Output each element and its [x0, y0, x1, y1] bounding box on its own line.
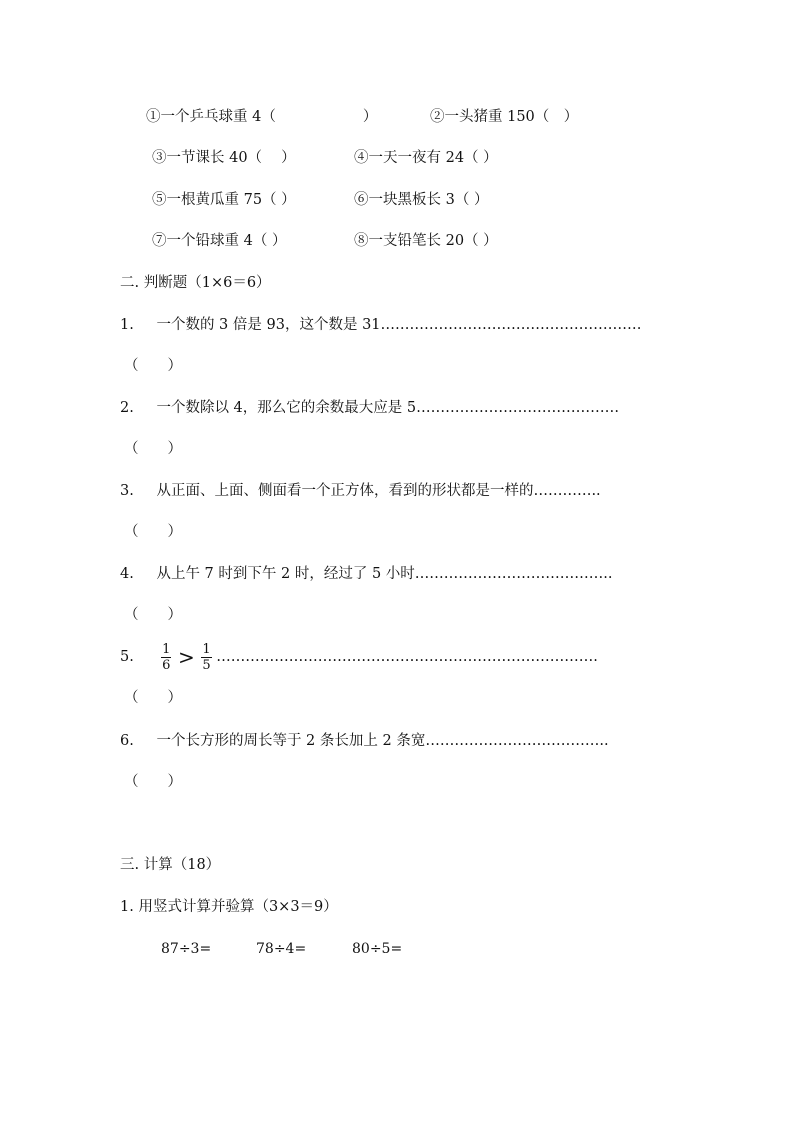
fraction-left	[161, 642, 171, 673]
item-number: 1.	[120, 317, 134, 333]
unit-item-1: ①一个乒乓球重 4（ ）	[146, 109, 378, 125]
item-text: 从上午 7 时到下午 2 时，经过了 5 小时…………………………………..	[156, 566, 613, 582]
leader-dots: …………………………………………………………………….	[216, 649, 598, 665]
judge-item-3	[120, 482, 601, 500]
item-number: 4.	[120, 566, 134, 582]
calc-subtitle: 1. 用竖式计算并验算（3×3＝9）	[120, 899, 338, 915]
unit-item-2: ②一头猪重 150（ ）	[430, 109, 579, 125]
calc-problem-3: 80÷5=	[352, 941, 403, 957]
section-title-judge: 二. 判断题（1×6＝6）	[120, 275, 271, 291]
item-text: 一个数除以 4，那么它的余数最大应是 5……………………………………	[156, 400, 620, 416]
fraction-denominator: 6	[162, 657, 171, 673]
judge-answer-3: （ ）	[124, 524, 182, 540]
judge-item-6	[120, 732, 609, 750]
item-number: 3.	[120, 483, 134, 499]
judge-answer-5: （ ）	[124, 690, 182, 706]
judge-answer-4: （ ）	[124, 607, 182, 623]
judge-answer-1: （ ）	[124, 358, 182, 374]
unit-item-6: ⑥一块黑板长 3（ ）	[354, 192, 489, 208]
judge-item-5	[120, 640, 598, 674]
fraction-numerator: 1	[202, 641, 211, 657]
fraction-right	[201, 642, 211, 673]
item-text: 从正面、上面、侧面看一个正方体，看到的形状都是一样的…………..	[156, 483, 601, 499]
unit-item-4: ④一天一夜有 24（ ）	[354, 150, 498, 166]
calc-problem-1: 87÷3=	[161, 941, 212, 957]
unit-item-3: ③一节课长 40（ ）	[152, 150, 296, 166]
judge-answer-2: （ ）	[124, 441, 182, 457]
unit-item-5: ⑤一根黄瓜重 75（ ）	[152, 192, 296, 208]
item-text: 一个数的 3 倍是 93，这个数是 31………………………………………………	[156, 317, 642, 333]
judge-answer-6: （ ）	[124, 774, 182, 790]
item-number: 6.	[120, 733, 134, 749]
unit-item-7: ⑦一个铅球重 4（ ）	[152, 233, 287, 249]
judge-item-1	[120, 316, 642, 334]
judge-item-2	[120, 399, 619, 417]
greater-than-symbol: >	[177, 645, 195, 669]
judge-item-4	[120, 565, 613, 583]
item-text: 一个长方形的周长等于 2 条长加上 2 条宽………………………………..	[156, 733, 609, 749]
unit-item-8: ⑧一支铅笔长 20（ ）	[354, 233, 498, 249]
item-number: 5.	[120, 649, 134, 665]
calc-problem-2: 78÷4=	[256, 941, 307, 957]
item-number: 2.	[120, 400, 134, 416]
fraction-numerator: 1	[162, 641, 171, 657]
section-title-calc: 三. 计算（18）	[120, 857, 221, 873]
fraction-denominator: 5	[202, 657, 211, 673]
